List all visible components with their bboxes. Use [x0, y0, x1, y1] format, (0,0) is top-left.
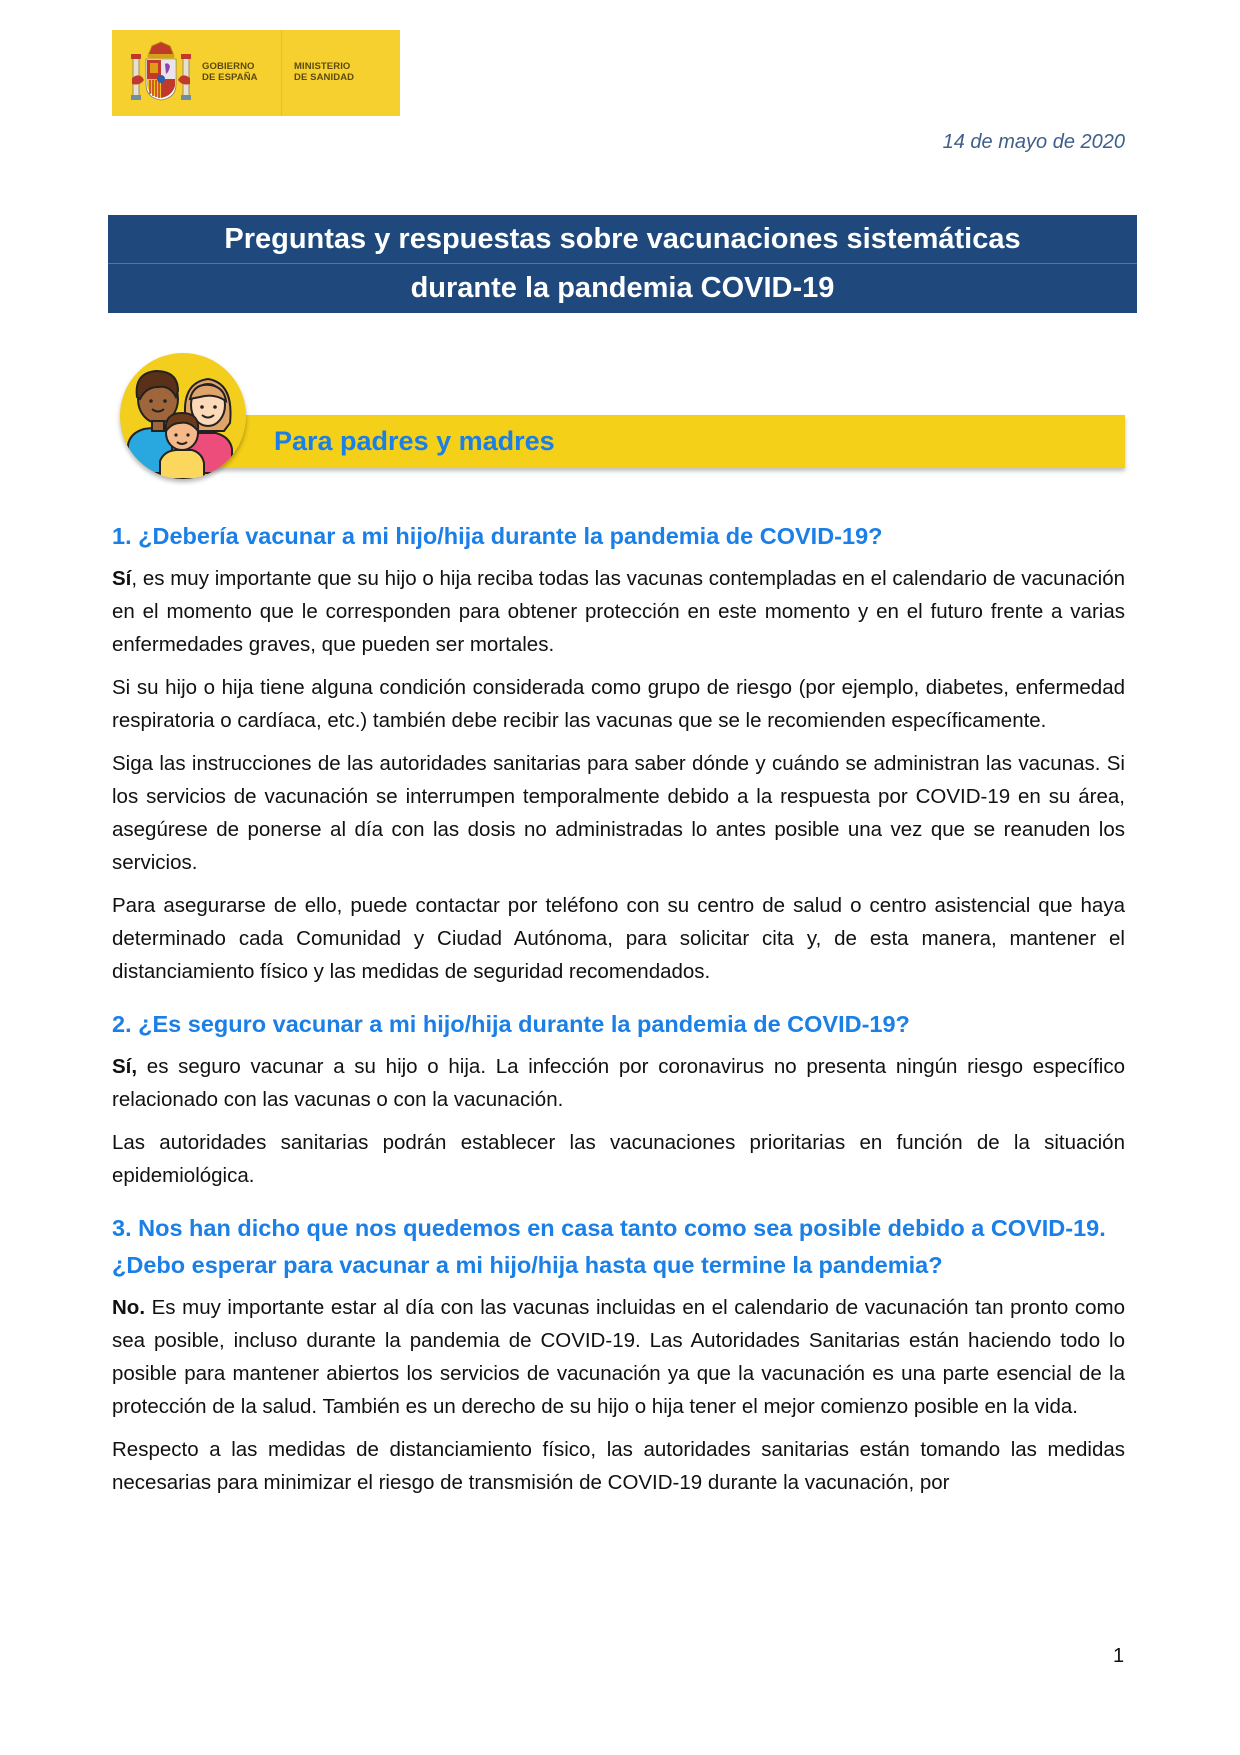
question-1-heading: 1. ¿Debería vacunar a mi hijo/hija durante la pandemia de COVID-19?: [112, 523, 883, 549]
paragraph-text: Es muy importante estar al día con las vacunas incluidas en el calendario de vacunación tan pronto como sea posible, incluso durante la pandemia de COVID-19. Las Autoridades Sanitarias están haciendo todo lo posible para mantener abiertos los servicios de vacunación ya que la vacunación es una parte esencial de la protección de la salud. También es un derecho de su hijo o hija tener el mejor comienzo posible en la vida.: [112, 1296, 1125, 1418]
section-banner: [180, 415, 1125, 468]
document-body: [112, 518, 1125, 1509]
document-title: [108, 215, 1137, 313]
government-line-1: GOBIERNO: [202, 61, 255, 72]
government-of-spain-label: [202, 61, 258, 83]
section-title: Para padres y madres: [274, 426, 555, 456]
question-3-paragraph-2: Respecto a las medidas de distanciamiento físico, las autoridades sanitarias están tomando las medidas necesarias para minimizar el riesgo de transmisión de COVID-19 durante la vacunación, por: [112, 1438, 1125, 1494]
family-icon-badge: [120, 353, 246, 479]
question-2-heading: 2. ¿Es seguro vacunar a mi hijo/hija durante la pandemia de COVID-19?: [112, 1011, 910, 1037]
paragraph-text: , es muy importante que su hijo o hija reciba todas las vacunas contempladas en el calendario de vacunación en el momento que le corresponden para obtener protección en este momento y en el futuro frente a varias enfermedades graves, que pueden ser mortales.: [112, 567, 1125, 656]
paragraph-text: es seguro vacunar a su hijo o hija. La infección por coronavirus no presenta ningún riesgo específico relacionado con las vacunas o con la vacunación.: [112, 1055, 1125, 1111]
answer-lead: Sí: [112, 567, 132, 590]
page-number: 1: [1113, 1645, 1125, 1667]
question-1-paragraph-2: Si su hijo o hija tiene alguna condición considerada como grupo de riesgo (por ejemplo, diabetes, enfermedad respiratoria o cardíaca, etc.) también debe recibir las vacunas que se le recomienden específicamente.: [112, 676, 1125, 732]
logo-divider: [281, 30, 282, 116]
question-3-paragraph-1: [112, 1291, 1125, 1423]
question-2-paragraph-1: [112, 1050, 1125, 1116]
ministry-of-health-label: [294, 61, 354, 83]
answer-lead: No.: [112, 1296, 146, 1319]
question-1-paragraph-1: [112, 562, 1125, 661]
document-date: 14 de mayo de 2020: [942, 131, 1125, 153]
question-2-paragraph-2: Las autoridades sanitarias podrán establecer las vacunaciones prioritarias en función de la situación epidemiológica.: [112, 1131, 1125, 1187]
title-line-1: Preguntas y respuestas sobre vacunaciones sistemáticas: [108, 215, 1137, 264]
spain-coat-of-arms-icon: [130, 40, 192, 106]
title-line-2: durante la pandemia COVID-19: [410, 272, 835, 304]
ministry-line-2: DE SANIDAD: [294, 72, 355, 83]
government-line-2: DE ESPAÑA: [202, 72, 258, 83]
question-1-paragraph-3: Siga las instrucciones de las autoridades sanitarias para saber dónde y cuándo se administran las vacunas. Si los servicios de vacunación se interrumpen temporalmente debido a la respuesta por COVID-19 en su área, asegúrese de ponerse al día con las dosis no administradas lo antes posible una vez que se reanuden los servicios.: [112, 752, 1125, 874]
question-3-heading: 3. Nos han dicho que nos quedemos en casa tanto como sea posible debido a COVID-19. ¿Debo esperar para vacunar a mi hijo/hija hasta que termine la pandemia?: [112, 1215, 1106, 1278]
ministry-line-1: MINISTERIO: [294, 61, 351, 72]
family-parents-child-icon: [120, 353, 246, 479]
ministry-logo-banner: [112, 30, 400, 116]
question-1-paragraph-4: Para asegurarse de ello, puede contactar por teléfono con su centro de salud o centro asistencial que haya determinado cada Comunidad y Ciudad Autónoma, para solicitar cita y, de esta manera, mantener el distanciamiento físico y las medidas de seguridad recomendados.: [112, 894, 1125, 983]
answer-lead: Sí,: [112, 1055, 138, 1078]
